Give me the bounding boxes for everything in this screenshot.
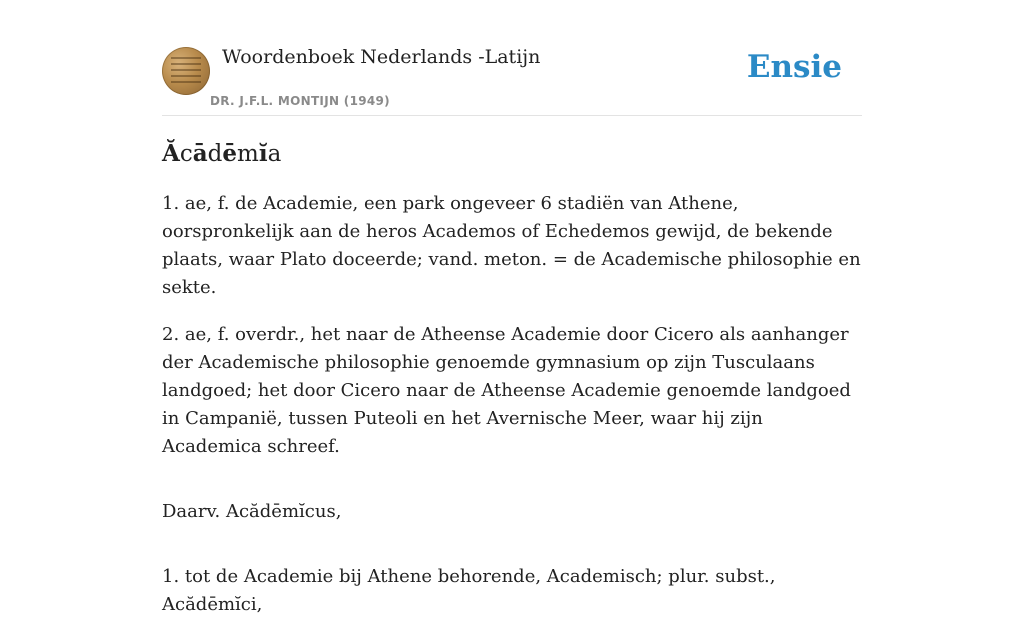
entry-content	[162, 138, 862, 638]
title-part: ē	[222, 140, 238, 167]
title-part: ā	[192, 140, 208, 167]
book-author: DR. J.F.L. MONTIJN (1949)	[210, 94, 390, 108]
derivation-paragraph: Daarv. Acădēmĭcus,	[162, 501, 342, 522]
title-part: a	[267, 141, 282, 167]
header	[162, 44, 862, 116]
book-cover-inscription	[171, 57, 201, 85]
definition-paragraph: 1. tot de Academie bij Athene behorende, Academisch; plur. subst., Acădēmĭci,	[162, 566, 776, 615]
book-cover-icon[interactable]	[162, 47, 210, 95]
entry-title	[162, 138, 862, 170]
title-part: Ă	[162, 140, 180, 167]
definition-paragraph: 1. ae, f. de Academie, een park ongeveer 6 stadiën van Athene, oorspronkelijk aan de heros Academos of Echedemos gewijd, de bekende plaats, waar Plato doceerde; vand. meton. = de Academische philosophie en sekte.	[162, 193, 861, 298]
title-part: ĭ	[258, 140, 268, 167]
brand-logo[interactable]: Ensie	[746, 49, 842, 85]
title-part: c	[179, 141, 193, 167]
title-part: d	[207, 141, 223, 167]
book-title[interactable]: Woordenboek Nederlands -Latijn	[222, 46, 541, 68]
title-part: m	[237, 141, 259, 167]
definition-paragraph: 2. ae, f. overdr., het naar de Atheense Academie door Cicero als aanhanger der Academische philosophie genoemde gymnasium op zijn Tusculaans landgoed; het door Cicero naar de Atheense Academie genoemde landgoed in Campanië, tussen Puteoli en het Avernische Meer, waar hij zijn Academica schreef.	[162, 324, 851, 457]
